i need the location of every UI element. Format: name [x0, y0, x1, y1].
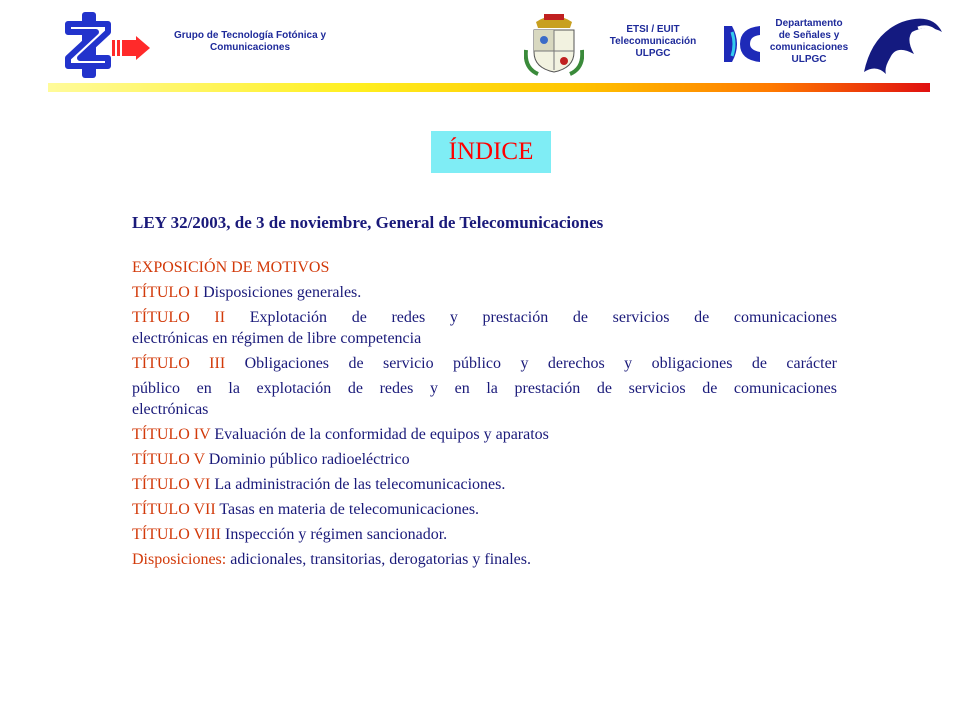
item-label: TÍTULO III [132, 355, 226, 372]
etsi-label [598, 24, 708, 60]
item-text: Evaluación de la conformidad de equipos y aparatos [210, 426, 549, 443]
list-item [132, 497, 837, 522]
item-text: Tasas en materia de telecomunicaciones. [215, 501, 480, 518]
index-content [132, 210, 837, 572]
item-label: TÍTULO II [132, 309, 226, 326]
group-name [150, 30, 350, 54]
item-label: EXPOSICIÓN DE MOTIVOS [132, 259, 330, 276]
item-text: adicionales, transitorias, derogatorias y finales. [226, 551, 532, 568]
department-label [762, 18, 856, 66]
list-item [132, 447, 837, 472]
item-label: TÍTULO VII [132, 501, 216, 518]
item-label: TÍTULO VI [132, 476, 211, 493]
index-title-text: ÍNDICE [448, 138, 534, 165]
ulpgc-wave-logo-icon [862, 14, 944, 76]
list-item [132, 280, 837, 305]
item-text: Dominio público radioeléctrico [204, 451, 410, 468]
department-logo-icon [722, 22, 762, 66]
dept-line2: de Señales y [778, 30, 840, 41]
list-item [132, 547, 837, 572]
item-label: TÍTULO VIII [132, 526, 222, 543]
item-label: TÍTULO I [132, 284, 200, 301]
item-text: Obligaciones de servicio público y derechos y obligaciones de carácter [225, 355, 837, 372]
dept-line1: Departamento [775, 18, 843, 29]
group-name-line1: Grupo de Tecnología Fotónica y [173, 30, 327, 41]
etsi-line1: ETSI / EUIT [626, 24, 680, 35]
list-item [132, 305, 837, 330]
item-text: Inspección y régimen sancionador. [221, 526, 448, 543]
list-item [132, 255, 837, 280]
item-label: TÍTULO IV [132, 426, 211, 443]
item-text: La administración de las telecomunicaciones. [210, 476, 506, 493]
item-continuation: electrónicas en régimen de libre competencia [132, 330, 422, 347]
university-crest-icon [524, 10, 584, 76]
list-item [132, 472, 837, 497]
item-continuation: electrónicas [132, 401, 209, 418]
item-text: Explotación de redes y prestación de servicios de comunicaciones [225, 309, 837, 326]
header-gradient-bar [48, 83, 930, 92]
etsi-line3: ULPGC [635, 48, 671, 59]
item-label: Disposiciones: [132, 551, 227, 568]
list-item [132, 522, 837, 547]
list-item [132, 351, 837, 376]
etsi-line2: Telecomunicación [609, 36, 697, 47]
group-name-line2: Comunicaciones [209, 42, 291, 53]
dept-line3: comunicaciones [769, 42, 849, 53]
dept-line4: ULPGC [791, 54, 827, 65]
index-title [431, 131, 551, 173]
list-item [132, 422, 837, 447]
item-text: Disposiciones generales. [199, 284, 362, 301]
item-text-line2: público en la explotación de redes y en la prestación de servicios de comunicaciones [132, 380, 837, 397]
item-label: TÍTULO V [132, 451, 205, 468]
photonics-group-logo [62, 12, 154, 78]
law-title: LEY 32/2003, de 3 de noviembre, General de Telecomunicaciones [132, 213, 604, 232]
